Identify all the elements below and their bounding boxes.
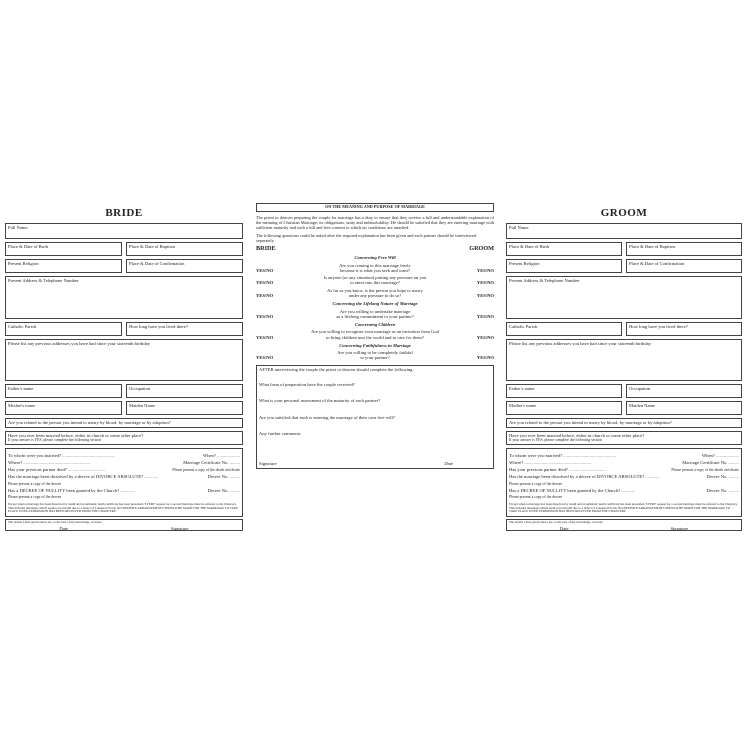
bride-how-long-field[interactable]: How long have you lived there? xyxy=(126,322,243,336)
bride-baptism-field[interactable]: Place & Date of Baptism xyxy=(126,242,243,256)
groom-religion-field[interactable]: Present Religion xyxy=(506,259,622,273)
groom-related-field[interactable]: Are you related to the person you intend to marry by blood, by marriage or by adoption? xyxy=(506,418,742,428)
priest-signature[interactable]: Signature xyxy=(259,461,277,467)
yesno-bride-q5[interactable]: YES/NO xyxy=(256,334,274,340)
section-faithfulness: Concerning Faithfulness in Marriage xyxy=(339,342,411,348)
bride-occupation-field[interactable]: Occupation xyxy=(126,384,243,398)
preparation-field[interactable]: What form of preparation have the couple received? xyxy=(259,382,355,388)
yesno-groom-q6[interactable]: YES/NO xyxy=(476,355,494,361)
bride-previous-marriage-section: To whom were you married? .............................................. When? .................... Where? .......................................................... Marriage Certificate No. ......... Has your previous partner died? ................................ Please present a copy of the death certificate Has the marriage been dissolved by a decree of DIVORCE ABSOLUTE? ............ Decree No. ......... Please present a copy of the decree Has a DECREE OF NULLITY been granted by the Church? ............ Decree No. ......... Please present a copy of the decree Except when a marriage has been dissolved by death and an authentic death certificate has been presented, EVERY request for a second marriage must be referred to the Chancery. This includes marriages which seem to be invalid due to a defect of Canonical Form. NO DEFINITE ARRANGEMENTS SHOULD BE MADE FOR THE MARRIAGE TO TAKE PLACE UNTIL PERMISSION HAS BEEN RECEIVED FROM THE CHANCERY. xyxy=(5,448,243,518)
bride-religion-field[interactable]: Present Religion xyxy=(5,259,122,273)
yesno-groom-q2[interactable]: YES/NO xyxy=(476,280,494,286)
yesno-bride-q4[interactable]: YES/NO xyxy=(256,313,274,319)
bride-mother-field[interactable]: Mother's name xyxy=(5,401,122,415)
bride-married-before-field[interactable]: Have you ever been married before, either in church or some other place? If your answer is YES, please complete the following section xyxy=(5,431,243,445)
bride-form xyxy=(5,203,243,531)
bride-confirmation-field[interactable]: Place & Date of Confirmation xyxy=(126,259,243,273)
groom-maiden-field[interactable]: Maiden Name xyxy=(626,401,742,415)
groom-parish-field[interactable]: Catholic Parish xyxy=(506,322,622,336)
bride-birth-field[interactable]: Place & Date of Birth xyxy=(5,242,122,256)
bride-column-label: BRIDE xyxy=(256,245,276,253)
groom-baptism-field[interactable]: Place & Date of Baptism xyxy=(626,242,742,256)
priest-assessment-box: AFTER interviewing the couple the priest or deacon should complete the following: What form of preparation have the couple received? What is your personal assessment of the maturity of each partner? Are you satisfied that each is entering the marriage of their own free will? Any further comments Signature Date xyxy=(256,365,494,469)
bride-parish-field[interactable]: Catholic Parish xyxy=(5,322,122,336)
bride-title: BRIDE xyxy=(105,207,143,219)
bride-full-name-field[interactable]: Full Name xyxy=(5,223,243,239)
priest-date[interactable]: Date xyxy=(444,461,453,467)
groom-previous-addresses-field[interactable]: Please list any previous addresses you have had since your sixteenth birthday xyxy=(506,339,742,381)
yesno-bride-q3[interactable]: YES/NO xyxy=(256,292,274,298)
groom-birth-field[interactable]: Place & Date of Birth xyxy=(506,242,622,256)
bride-fine-print: Except when a marriage has been dissolved by death and an authentic death certificate has been presented, EVERY request for a second marriage must be referred to the Chancery. This includes marriages which seem to be invalid due to a defect of Canonical Form. NO DEFINITE ARRANGEMENTS SHOULD BE MADE FOR THE MARRIAGE TO TAKE PLACE UNTIL PERMISSION HAS BEEN RECEIVED FROM THE CHANCERY. xyxy=(8,501,239,514)
meaning-header: ON THE MEANING AND PURPOSE OF MARRIAGE xyxy=(256,203,494,212)
yesno-bride-q1[interactable]: YES/NO xyxy=(256,267,274,273)
yesno-groom-q1[interactable]: YES/NO xyxy=(476,267,494,273)
section-free-will: Concerning Free Will xyxy=(354,255,396,261)
yesno-bride-q6[interactable]: YES/NO xyxy=(256,355,274,361)
yesno-groom-q5[interactable]: YES/NO xyxy=(476,334,494,340)
bride-signature-field[interactable]: The details I have given above are, to the best of my knowledge, accurate Date Signature xyxy=(5,519,243,531)
groom-mother-field[interactable]: Mother's name xyxy=(506,401,622,415)
section-children: Concerning Children xyxy=(354,322,396,328)
intro-text-2: The following questions could be asked after the required explanation has been given and each partner should be interviewed separately. xyxy=(256,233,476,244)
middle-form: ON THE MEANING AND PURPOSE OF MARRIAGE The priest or deacon preparing the couple for marriage has a duty to ensure that they receive a full and understandable explanation of the meaning of Christian Marriage; its obligations, unity and indissolubility. He should be satisfied that they are entering marriage with sufficient maturity and with a full and free consent to which no conditions are attached. The following questions could be asked after the required explanation has been given and each partner should be interviewed separately. BRIDE GROOM Concerning Free Will YES/NO Are you coming to this marriage freely because it is what you seek and want? YES/NO YES/NO Is anyone (or any situation) putting any pressure on you to enter into this marriage? YES/NO YES/NO As far as you know, is the person you hope to marry under any pressure to do so? YES/NO Concerning the Lifelong Nature of Marriage YES/NO Are you willing to undertake marriage as a lifelong commitment to your partner? YES/NO Concerning Children YES/NO Are you willing to recognise your marriage as an invitation from God to bring children into the world and to care for them? YES/NO Concerning Faithfulness in Marriage YES/NO Are you willing to be completely faithful to your partner? YES/NO AFTER interviewing the couple the priest or deacon should complete the following: What form of preparation have the couple received? What is your personal assessment of the maturity of each partner? Are you satisfied that each is entering the marriage of their own free will? Any further comments Signature Date xyxy=(256,203,494,469)
bride-address-field[interactable]: Present Address & Telephone Number xyxy=(5,276,243,319)
yesno-bride-q2[interactable]: YES/NO xyxy=(256,280,274,286)
section-lifelong: Concerning the Lifelong Nature of Marriage xyxy=(332,301,418,307)
intro-text: The priest or deacon preparing the couple for marriage has a duty to ensure that they receive a full and understandable explanation of the meaning of Christian Marriage; its obligations, unity and indissolubility. He should be satisfied that they are entering marriage with sufficient maturity and with a full and free consent to which no conditions are attached. xyxy=(256,214,494,230)
bride-related-field[interactable]: Are you related to the person you intend to marry by blood, by marriage or by adoption? xyxy=(5,418,243,428)
groom-fine-print: Except when a marriage has been dissolved by death and an authentic death certificate has been presented, EVERY request for a second marriage must be referred to the Chancery. This includes marriages which seem to be invalid due to a defect of Canonical Form. NO DEFINITE ARRANGEMENTS SHOULD BE MADE FOR THE MARRIAGE TO TAKE PLACE UNTIL PERMISSION HAS BEEN RECEIVED FROM THE CHANCERY. xyxy=(509,501,738,514)
groom-form xyxy=(506,203,742,531)
groom-previous-marriage-section: To whom were you married? .............................................. When? .................... Where? .......................................................... Marriage Certificate No. ......... Has your previous partner died? ................................ Please present a copy of the death certificate Has the marriage been dissolved by a decree of DIVORCE ABSOLUTE? ............ Decree No. ......... Please present a copy of the decree Has a DECREE OF NULLITY been granted by the Church? ............ Decree No. ......... Please present a copy of the decree Except when a marriage has been dissolved by death and an authentic death certificate has been presented, EVERY request for a second marriage must be referred to the Chancery. This includes marriages which seem to be invalid due to a defect of Canonical Form. NO DEFINITE ARRANGEMENTS SHOULD BE MADE FOR THE MARRIAGE TO TAKE PLACE UNTIL PERMISSION HAS BEEN RECEIVED FROM THE CHANCERY. xyxy=(506,448,742,518)
groom-how-long-field[interactable]: How long have you lived there? xyxy=(626,322,742,336)
yesno-groom-q4[interactable]: YES/NO xyxy=(476,313,494,319)
bride-previous-addresses-field[interactable]: Please list any previous addresses you have had since your sixteenth birthday xyxy=(5,339,243,381)
groom-married-before-field[interactable]: Have you ever been married before, either in church or some other place? If your answer is YES, please complete the following section xyxy=(506,431,742,445)
maturity-field[interactable]: What is your personal assessment of the maturity of each partner? xyxy=(259,398,381,404)
comments-field[interactable]: Any further comments xyxy=(259,430,301,436)
groom-signature-field[interactable]: The details I have given above are, to the best of my knowledge, accurate Date Signature xyxy=(506,519,742,531)
groom-confirmation-field[interactable]: Place & Date of Confirmation xyxy=(626,259,742,273)
groom-address-field[interactable]: Present Address & Telephone Number xyxy=(506,276,742,319)
groom-title: GROOM xyxy=(600,207,648,219)
groom-column-label: GROOM xyxy=(469,245,494,253)
yesno-groom-q3[interactable]: YES/NO xyxy=(476,292,494,298)
groom-occupation-field[interactable]: Occupation xyxy=(626,384,742,398)
groom-father-field[interactable]: Father's name xyxy=(506,384,622,398)
bride-father-field[interactable]: Father's name xyxy=(5,384,122,398)
groom-full-name-field[interactable]: Full Name xyxy=(506,223,742,239)
bride-maiden-field[interactable]: Maiden Name xyxy=(126,401,243,415)
free-will-field[interactable]: Are you satisfied that each is entering the marriage of their own free will? xyxy=(259,414,395,420)
